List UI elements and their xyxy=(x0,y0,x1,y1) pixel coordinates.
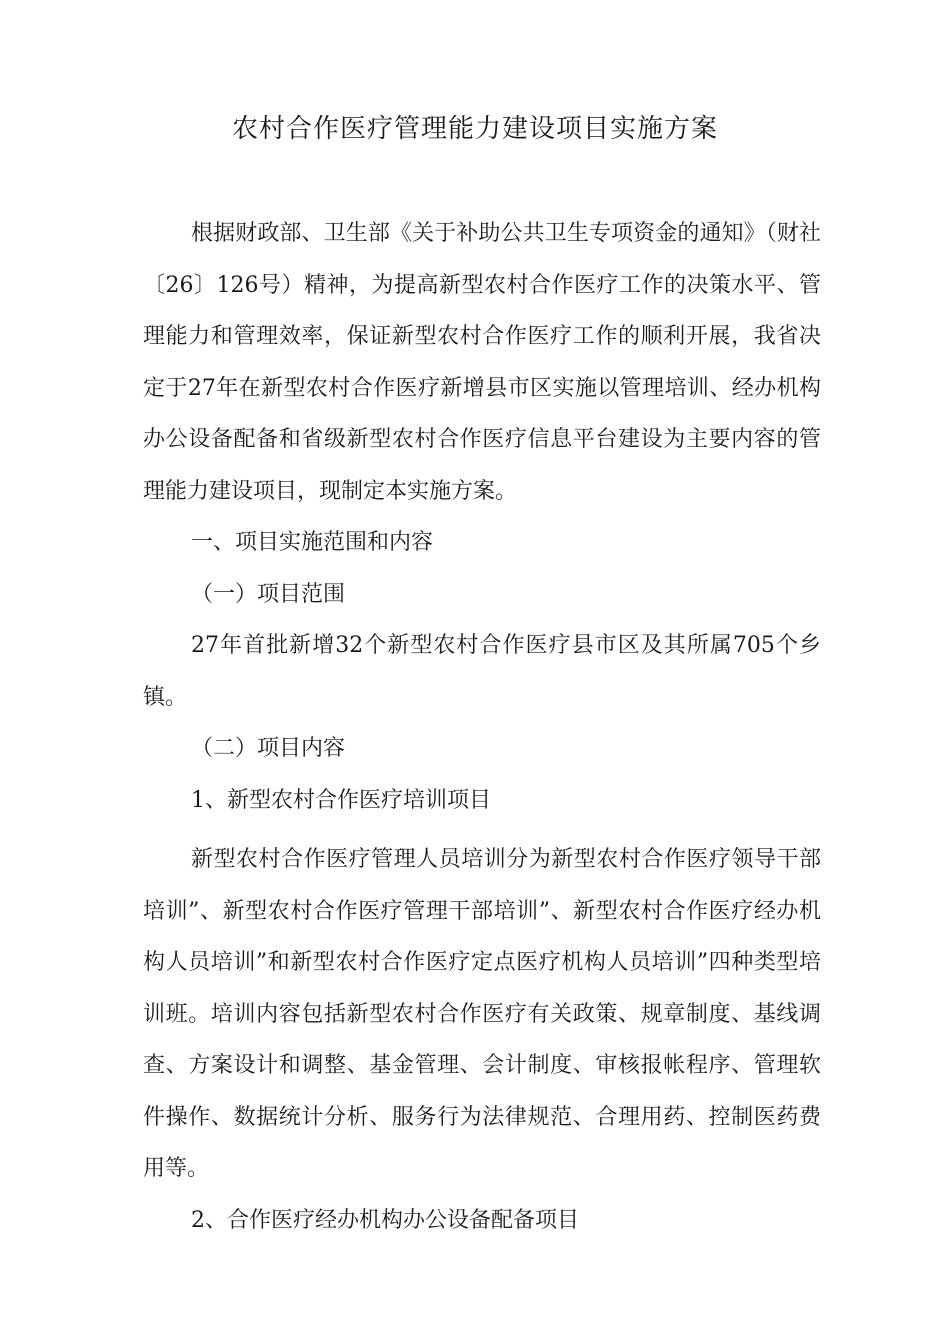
item-heading-training: 1、新型农村合作医疗培训项目 xyxy=(191,787,491,813)
intro-paragraph: 根据财政部、卫生部《关于补助公共卫生专项资金的通知》（财社〔26〕126号）精神，为提高新型农村合作医疗工作的决策水平、管理能力和管理效率，保证新型农村合作医疗工作的顺利开展，我省决定于27年在新型农村合作医疗新增县市区实施以管理培训、经办机构办公设备配备和省级新型农村合作医疗信息平台建设为主要内容的管理能力建设项目，现制定本实施方案。 xyxy=(143,221,821,504)
document-title: 农村合作医疗管理能力建设项目实施方案 xyxy=(231,114,718,144)
subsection-heading-content: （二）项目内容 xyxy=(191,736,346,761)
document-body xyxy=(143,208,821,1246)
subsection-heading-scope: （一）项目范围 xyxy=(191,581,346,607)
training-paragraph: 新型农村合作医疗管理人员培训分为新型农村合作医疗领导干部培训”、新型农村合作医疗管理干部培训”、新型农村合作医疗经办机构人员培训”和新型农村合作医疗定点医疗机构人员培训”四种类型培训班。培训内容包括新型农村合作医疗有关政策、规章制度、基线调查、方案设计和调整、基金管理、会计制度、审核报帐程序、管理软件操作、数据统计分析、服务行为法律规范、合理用药、控制医药费用等。 xyxy=(143,847,821,1181)
scope-paragraph: 27年首批新增32个新型农村合作医疗县市区及其所属705个乡镇。 xyxy=(143,633,821,710)
item-heading-equipment: 2、合作医疗经办机构办公设备配备项目 xyxy=(191,1207,579,1233)
section-heading-1: 一、项目实施范围和内容 xyxy=(191,530,434,555)
